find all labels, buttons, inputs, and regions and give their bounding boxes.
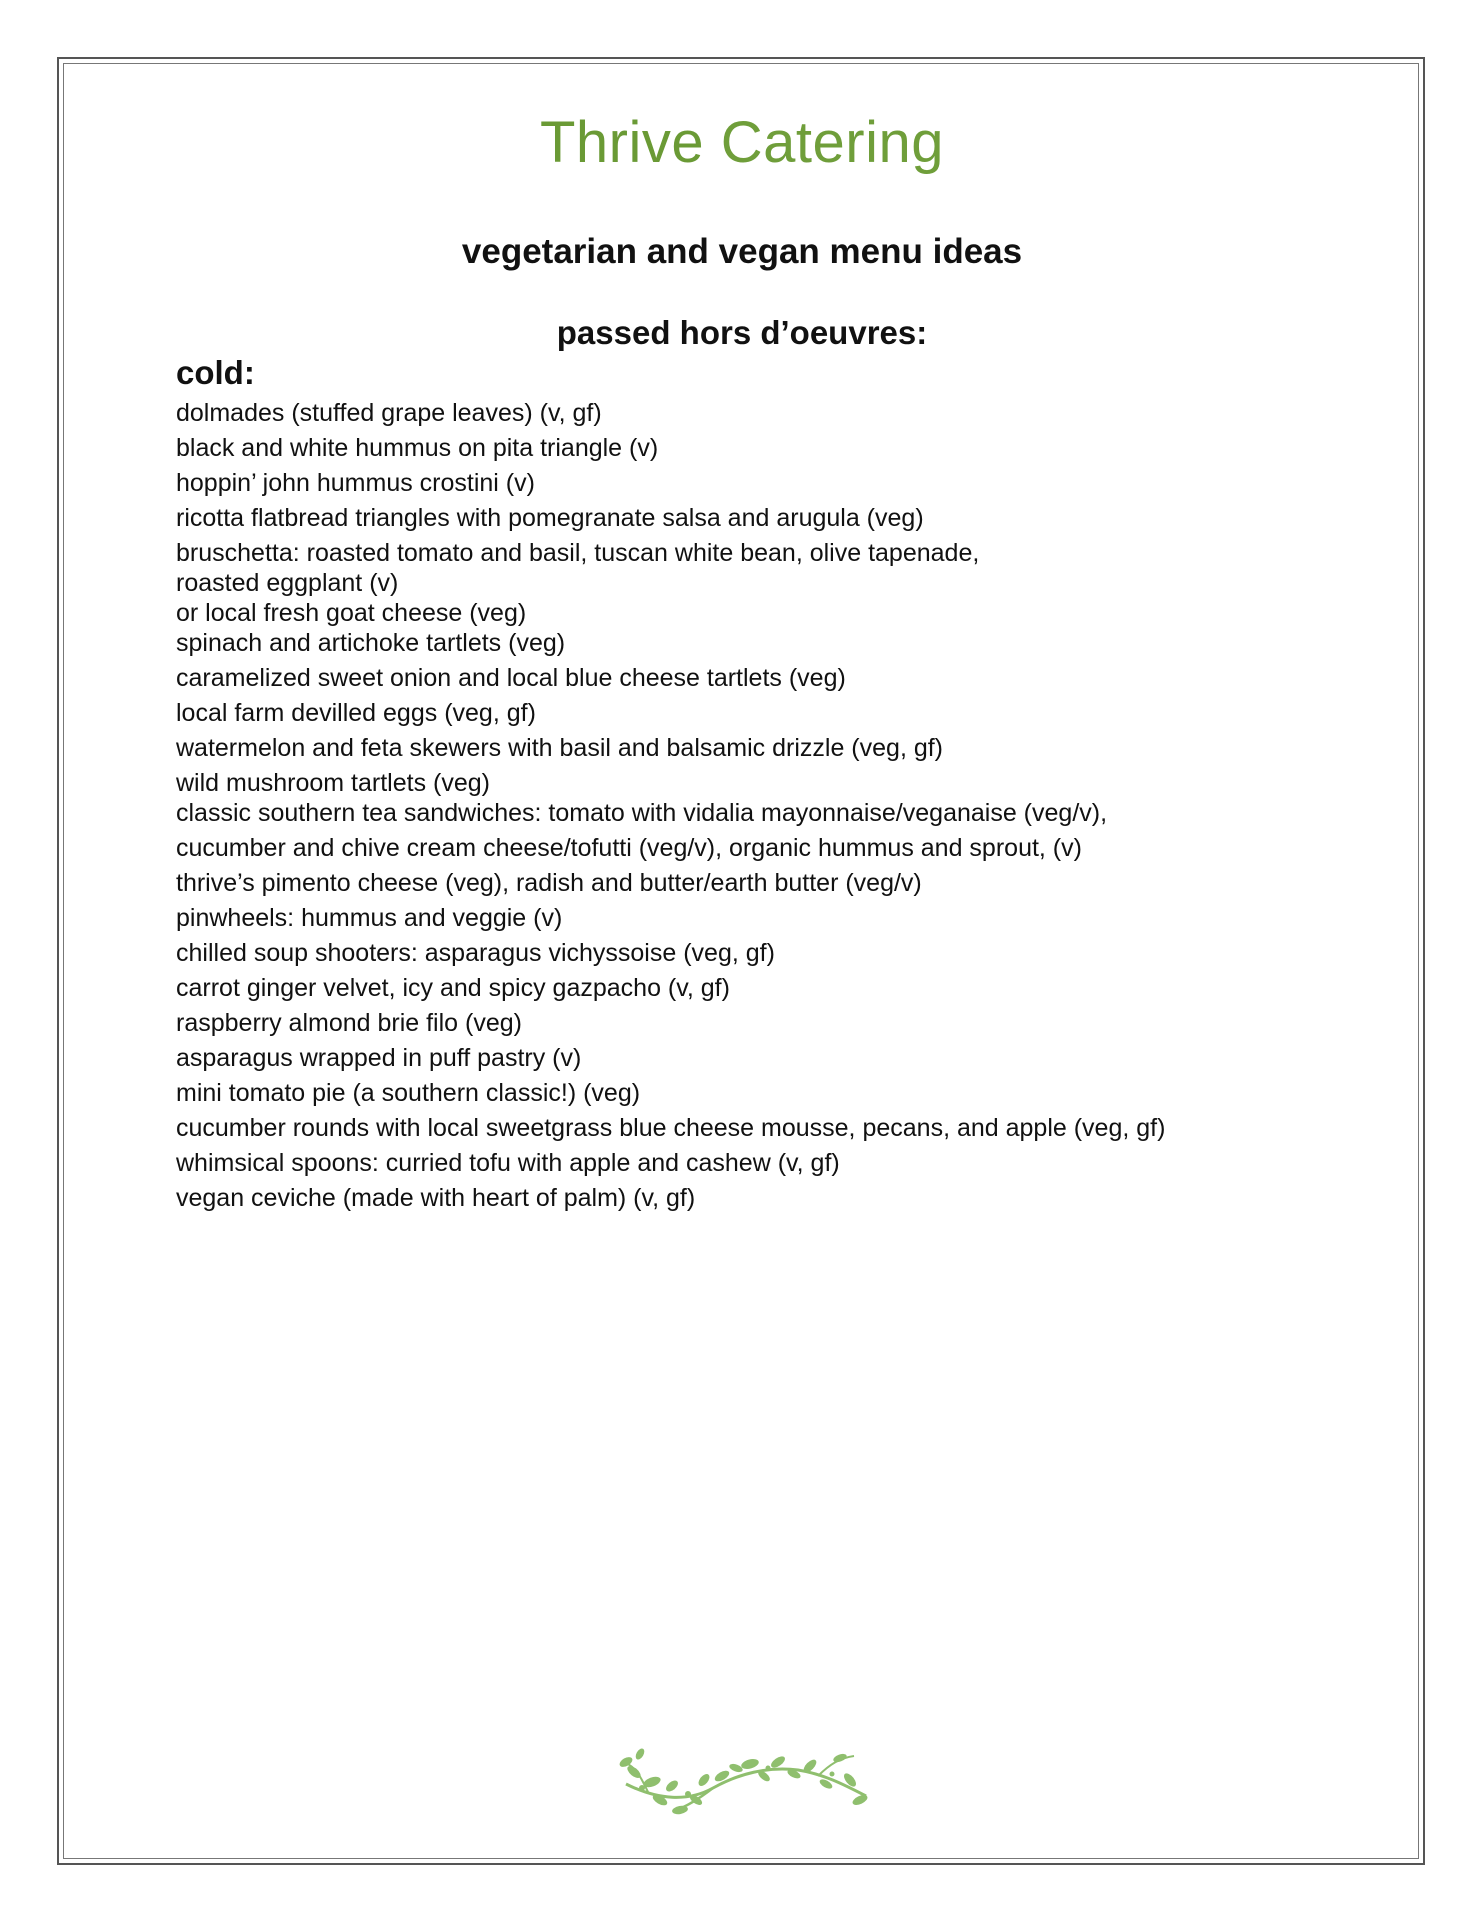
menu-item: ricotta flatbread triangles with pomegranate salsa and arugula (veg) xyxy=(176,504,924,532)
menu-item: thrive’s pimento cheese (veg), radish and butter/earth butter (veg/v) xyxy=(176,869,922,897)
menu-item: cucumber rounds with local sweetgrass blue cheese mousse, pecans, and apple (veg, gf) xyxy=(176,1114,1166,1142)
section-title: passed hors d’oeuvres: xyxy=(556,314,928,351)
menu-item: local farm devilled eggs (veg, gf) xyxy=(176,699,536,727)
menu-item: watermelon and feta skewers with basil and balsamic drizzle (veg, gf) xyxy=(176,734,944,762)
document-title: vegetarian and vegan menu ideas xyxy=(461,232,1023,271)
menu-item: hoppin’ john hummus crostini (v) xyxy=(176,469,535,497)
menu-item: caramelized sweet onion and local blue cheese tartlets (veg) xyxy=(176,664,846,692)
menu-item: classic southern tea sandwiches: tomato with vidalia mayonnaise/veganaise (veg/v), xyxy=(176,799,1108,827)
menu-item: cucumber and chive cream cheese/tofutti (veg/v), organic hummus and sprout, (v) xyxy=(176,834,1082,862)
menu-item: whimsical spoons: curried tofu with apple and cashew (v, gf) xyxy=(176,1149,840,1177)
menu-item: wild mushroom tartlets (veg) xyxy=(176,769,490,797)
menu-item: spinach and artichoke tartlets (veg) xyxy=(176,629,566,657)
menu-items-list xyxy=(176,398,1356,1213)
menu-item: chilled soup shooters: asparagus vichyssoise (veg, gf) xyxy=(176,939,775,967)
menu-item: bruschetta: roasted tomato and basil, tuscan white bean, olive tapenade, xyxy=(176,539,980,567)
menu-item: black and white hummus on pita triangle (v) xyxy=(176,434,659,462)
brand-word-1: Thrive xyxy=(539,110,705,175)
menu-item: carrot ginger velvet, icy and spicy gazpacho (v, gf) xyxy=(176,974,730,1002)
brand-logo xyxy=(0,108,1484,178)
menu-item: or local fresh goat cheese (veg) xyxy=(176,599,527,627)
menu-item: raspberry almond brie filo (veg) xyxy=(176,1009,522,1037)
menu-item: asparagus wrapped in puff pastry (v) xyxy=(176,1044,582,1072)
menu-item: mini tomato pie (a southern classic!) (veg) xyxy=(176,1079,641,1107)
brand-word-2: Catering xyxy=(720,110,944,175)
menu-item: pinwheels: hummus and veggie (v) xyxy=(176,904,563,932)
menu-item: roasted eggplant (v) xyxy=(176,569,399,597)
subsection-title: cold: xyxy=(176,354,255,391)
vine-ornament-icon xyxy=(618,1740,874,1816)
menu-item: dolmades (stuffed grape leaves) (v, gf) xyxy=(176,399,602,427)
menu-item: vegan ceviche (made with heart of palm) (v, gf) xyxy=(176,1184,696,1212)
